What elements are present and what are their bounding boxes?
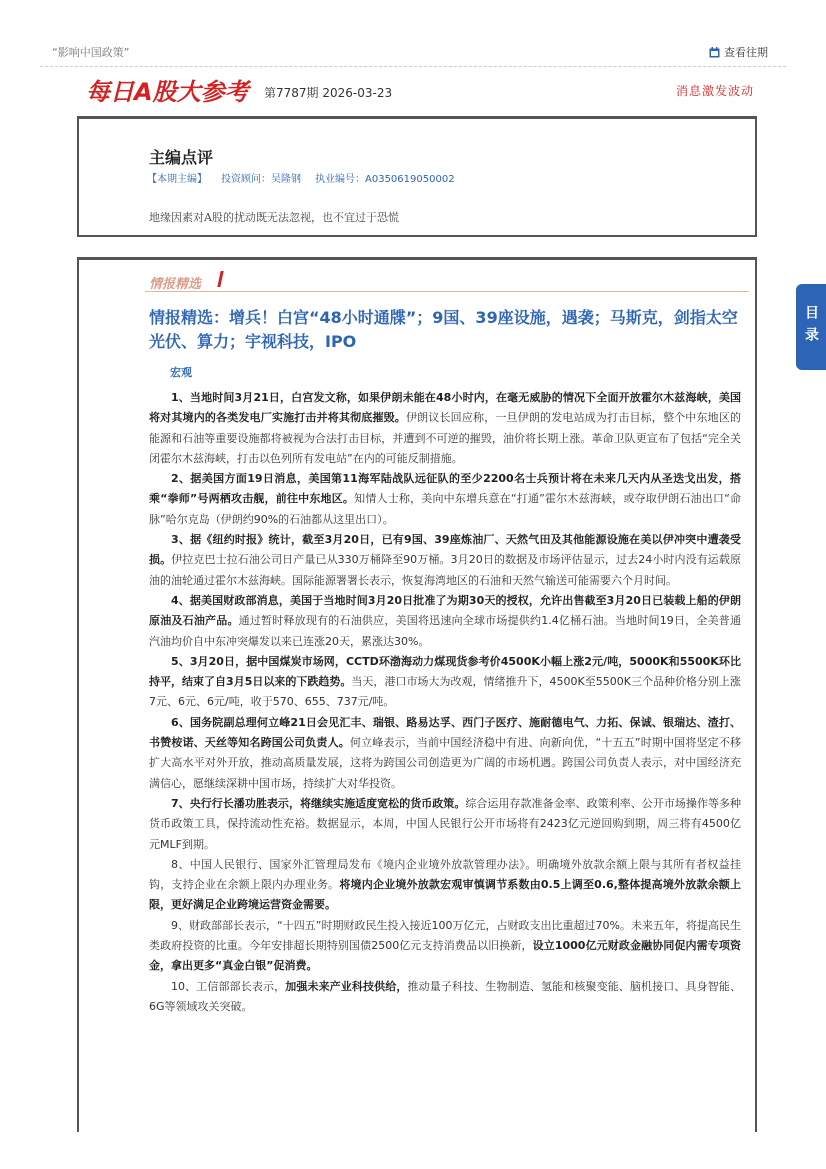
motto: 消息激发波动	[675, 84, 754, 98]
editor-meta	[147, 170, 455, 185]
editor-label: 【本期主编】	[147, 174, 207, 185]
news-headline: 情报精选：增兵！白宫“48小时通牒”；9国、39座设施，遇袭；马斯克，剑指太空光伏、算力；宇视科技，IPO	[149, 308, 738, 351]
editor-panel	[77, 116, 757, 237]
calendar-icon	[709, 47, 720, 58]
toc-button[interactable]	[796, 284, 826, 370]
list-item: 8、中国人民银行、国家外汇管理局发布《境内企业境外放款管理办法》。明确境外放款余额上限与其所有者权益挂钩，支持企业在余额上限内办理业务。将境内企业境外放款宏观审慎调节系数由0.5上调至0.6,整体提高境外放款余额上限，更好满足企业跨境运营资金需要。	[149, 857, 742, 912]
history-link[interactable]	[709, 44, 768, 60]
tagline: “影响中国政策”	[52, 46, 130, 59]
list-item: 4、据美国财政部消息，美国于当地时间3月20日批准了为期30天的授权，允许出售截至3月20日已装载上船的伊朗原油及石油产品。通过暂时释放现有的石油供应，美国将迅速向全球市场提供约1.4亿桶石油。当地时间19日，全美普通汽油均价自中东冲突爆发以来已连涨20天，累涨达30%。	[149, 593, 741, 648]
advisor: 投资顾问：吴隆钢	[221, 174, 301, 185]
section-accent-mark	[217, 271, 223, 287]
list-item: 10、工信部部长表示，加强未来产业科技供给，推动量子科技、生物制造、氢能和核聚变能、脑机接口、具身智能、6G等领域攻关突破。	[149, 979, 742, 1013]
header-divider	[40, 66, 786, 67]
list-item: 7、央行行长潘功胜表示，将继续实施适度宽松的货币政策。综合运用存款准备金率、政策利率、公开市场操作等多种货币政策工具，保持流动性充裕。数据显示，本周，中国人民银行公开市场将有2423亿元逆回购到期，周三将有4500亿元MLF到期。	[149, 796, 742, 851]
category-label: 宏观	[170, 366, 192, 379]
brand-logo: 每日A股大参考	[86, 78, 249, 106]
list-item: 6、国务院副总理何立峰21日会见汇丰、瑞银、路易达孚、西门子医疗、施耐德电气、力拓、保诚、银瑞达、渣打、书赞桉诺、天丝等知名跨国公司负责人。何立峰表示，当前中国经济稳中有进、向新向优，“十五五”时期中国将坚定不移扩大高水平对外开放，推动高质量发展，这将为跨国公司创造更为广阔的市场机遇。跨国公司负责人表示，对中国经济充满信心，愿继续深耕中国市场，持续扩大对华投资。	[149, 715, 741, 790]
list-item: 2、据美国方面19日消息，美国第11海军陆战队远征队的至少2200名士兵预计将在未来几天内从圣迭戈出发，搭乘“拳师”号两栖攻击舰，前往中东地区。知情人士称，美向中东增兵意在“打通”霍尔木兹海峡，或夺取伊朗石油出口“命脉”哈尔克岛（伊朗约90%的石油都从这里出口）。	[149, 472, 741, 526]
list-item: 3、据《纽约时报》统计，截至3月20日，已有9国、39座炼油厂、天然气田及其他能源设施在美以伊冲突中遭袭受损。伊拉克巴士拉石油公司日产量已从330万桶降至90万桶。3月20日的数据及市场评估显示，过去24小时内没有运载原油的油轮通过霍尔木兹海峡。国际能源署署长表示，恢复海湾地区的石油和天然气输送可能需要六个月时间。	[149, 533, 742, 587]
section-rule	[145, 291, 749, 292]
list-item: 5、3月20日，据中国煤炭市场网，CCTD环渤海动力煤现货参考价4500K小幅上涨2元/吨，5000K和5500K环比持平，结束了自3月5日以来的下跌趋势。当天，港口市场大为改观，情绪推升下，4500K至5500K三个品种价格分别上涨7元、6元、6元/吨，收于570、655、737元/吨。	[149, 654, 741, 709]
list-item: 9、财政部部长表示，“十四五”时期财政民生投入接近100万亿元，占财政支出比重超过70%。未来五年，将提高民生类政府投资的比重。今年安排超长期特别国债2500亿元支持消费品以旧换新，设立1000亿元财政金融协同促内需专项资金，拿出更多“真金白银”促消费。	[149, 918, 741, 973]
list-item: 1、当地时间3月21日，白宫发文称，如果伊朗未能在48小时内，在毫无威胁的情况下全面开放霍尔木兹海峡，美国将对其境内的各类发电厂实施打击并将其彻底摧毁。伊朗议长回应称，一旦伊朗的发电站成为打击目标，整个中东地区的能源和石油等重要设施都将被视为合法打击目标，并遭到不可逆的摧毁，油价将长期上涨。革命卫队更宣布了包括“完全关闭霍尔木兹海峡，打击以色列所有发电站”在内的可能反制措施。	[149, 391, 742, 465]
news-items	[149, 388, 741, 1017]
history-link-label: 查看往期	[724, 46, 768, 59]
toc-label: 目录	[803, 305, 819, 349]
section-label-text: 情报精选	[149, 277, 202, 292]
editor-title: 主编点评	[149, 148, 214, 167]
issue-info: 第7787期 2026-03-23	[264, 86, 393, 100]
news-panel	[77, 257, 757, 1132]
editor-summary: 地缘因素对A股的扰动既无法忽视，也不宜过于恐慌	[149, 211, 399, 224]
section-label	[149, 269, 749, 293]
license-number: 执业编号：A0350619050002	[315, 174, 455, 185]
